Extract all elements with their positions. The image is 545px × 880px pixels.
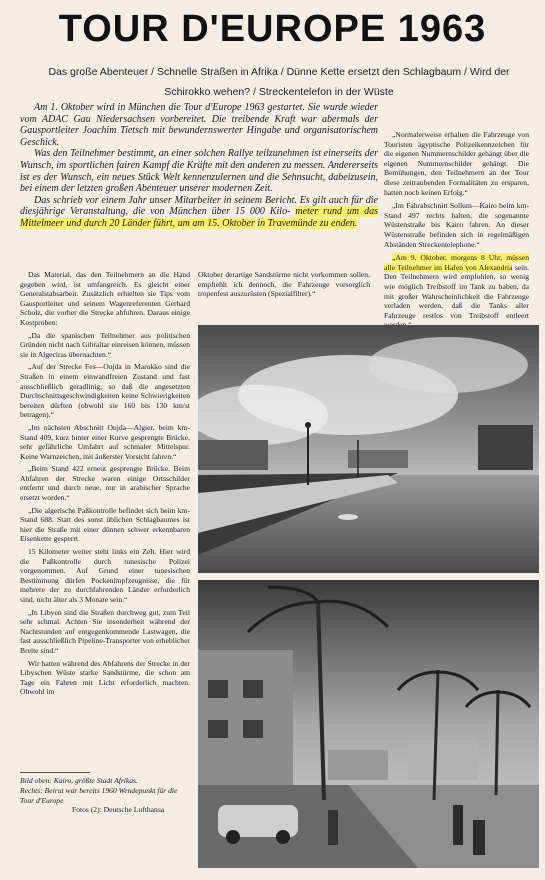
lead-paragraph-1: Am 1. Oktober wird in München die Tour d'Europe 1963 gestartet. Sie wurde wieder vom ADAC Gau Niedersachsen vorbereitet. Die treibende Kraft war abermals der Gausportleiter Joachim Tietsch mit bewundernswerter Hingabe und organisatorischem Geschick. (20, 102, 378, 148)
photo-credit: Fotos (2): Deutsche Lufthansa (72, 805, 165, 815)
left-paragraph: „Da die spanischen Teilnehmer aus politischen Gründen nicht nach Gibraltar einreisen können, müssen sie in Algeciras übernachten.“ (20, 330, 190, 359)
middle-paragraph: Oktober derartige Sandstürme nicht vorkommen sollen, empfiehlt ich dennoch, die Fahrzeuge vorsorglich tropenfest auszurüsten (Spezialfilter).“ (198, 270, 370, 299)
right-highlight-b: alle Teilnehmer im Hafen von Alexandria (384, 262, 513, 272)
photo-captions (20, 772, 190, 815)
right-highlight-a: „Am 9. Oktober, morgens 8 Uhr, müssen (392, 253, 529, 263)
right-paragraph-1: „Normalerweise erhalten die Fahrzeuge von Touristen ägyptische Polizeikennzeichen für die eigenen Nummernschilder gehängt über die eigenen Nummernschilder gehängt. Die Bemühungen, den Teilnehmern an der Tour diese zeitraubenden Formalitäten zu ersparen, hatten noch keinen Erfolg.“ (384, 130, 529, 197)
left-paragraph: Das Material, das den Teilnehmern an die Hand gegeben wird, ist umfangreich. Es gleicht einer Generalstabsarbeit. Zusätzlich erhielten sie Tips vom Gausportleiter und seinem Wagenreferenten Gerhard Scholz, die vorher die Strecke abfuhren. Daraus einige Kostproben: (20, 270, 190, 327)
highlighted-text-1: meter rund um das Mittelmeer und durch 20 Länder führt, um am 15. Oktober (20, 206, 378, 229)
left-paragraph: „Die algerische Paßkontrolle befindet sich beim km-Stand 688. Statt des sonst üblichen Schlagbaumes ist hier die Straße mit einer dünnen schwer erkennbaren Eisenkette gesperrt. (20, 505, 190, 544)
beirut-street-photo (198, 580, 539, 868)
lead-paragraphs (20, 102, 378, 230)
left-paragraph: „Beim Stand 422 erneut gesprengte Brücke. Beim Abfahren der Strecke waren einige Ortsschilder entfernt und durch neue, nur in arabischer Sprache ersetzt worden.“ (20, 464, 190, 503)
article-subtitle: Das große Abenteuer / Schnelle Straßen in Afrika / Dünne Kette ersetzt den Schlagbaum / Wird der Schirokko wehen? / Streckentelefon in der Wüste (48, 66, 510, 98)
middle-column (198, 270, 370, 302)
lead-paragraph-3 (20, 195, 378, 230)
highlighted-text-2: in Travemünde zu enden. (257, 217, 358, 229)
caption-right: Rechts: Beirut war bereits 1960 Wendepunkt für die Tour d'Europe (20, 785, 178, 805)
lead-p3-start: Das schrieb vor einem Jahr unser Mitarbeiter in seinem Bericht. Es gilt auch für die diesjährige Veranstaltung, die von München über 15 000 Kilo- (20, 194, 378, 218)
right-paragraph-3 (384, 253, 529, 330)
lead-paragraph-2: Was den Teilnehmer bestimmt, an einer solchen Rallye teilzunehmen ist einerseits der Wunsch, im sportlichen fairen Kampf die Kräfte mit den anderen zu messen. Andererseits ist es der Wunsch, ein neues Stück Welt kennenzulernen und die Sehnsucht, dabeizusein, bei einem der letzten großen Abenteuer unserer modernen Zeit. (20, 148, 378, 195)
left-paragraph: 15 Kilometer weiter steht links ein Zelt. Hier wird die Paßkontrolle durch tunesische Polizei vorgenommen. Auf Grund einer tunesischen Bestimmung dürfen Pockenimpfzeugnisse, die für mehrere der zu durchfahrenden Länder erforderlich sind, nicht älter als 3 Monate sein.“ (20, 547, 190, 604)
left-column (20, 270, 190, 700)
left-paragraph: „In Libyen sind die Straßen durchweg gut, zum Teil sehr schmal. Achten Sie insonderheit während der Nachtstunden auf entgegenkommende Lastwagen, die fast ausschließlich Pipeline-Transporter von erheblicher Breite sind.“ (20, 607, 190, 655)
article-title: TOUR D'EUROPE 1963 (58, 8, 487, 50)
right-paragraph-2: „Im Fahrabschnitt Sollum—Kairo beim km-Stand 497 rechts halten, die sogenannte Wüstenstraße bis Kairo fahren. An dieser Wüstenstraße befinden sich in regelmäßigen Abständen Streckentelephone.“ (384, 201, 529, 249)
caption-divider (20, 772, 90, 773)
right-p3-rest: sein. Den Teilnehmern wird empfohlen, so wenig wie möglich Treibstoff im Tank zu haben, da mit großer Wahrscheinlichkeit die Fahrzeuge verladen werden, daß die Tanks aller Fahrzeuge restlos von Treibstoff entleert (384, 262, 529, 320)
left-paragraph: Wir hatten während des Abfahrens der Strecke in der Libyschen Wüste starke Sandstürme, die schon am Tage ein Fahren mit Licht erforderlich machten. Obwohl im (20, 658, 190, 697)
cairo-bridge-photo (198, 325, 539, 573)
right-column (384, 130, 529, 334)
left-paragraph: „Im nächsten Abschnitt Oujda—Algier, beim km-Stand 409, kurz hinter einer Kurve gesprengte Brücke, sehr gefährliche Umfahrt auf schmaler Mittelspur. Keine Warnzeichen, mit äußerster Vorsicht fahren.“ (20, 422, 190, 461)
caption-top: Bild oben: Kairo, größte Stadt Afrikas. (20, 776, 138, 785)
left-paragraph: „Auf der Strecke Fes—Oujda in Marokko sind die Straßen in einem einwandfreien Zustand und fast ausschließlich geradlinig, so daß die angesetzten Durchschnittsgeschwindigkeiten keine Schwierigkeiten bereiten dürften (obwohl sie 160 bis 130 km/st betragen).“ (20, 362, 190, 420)
